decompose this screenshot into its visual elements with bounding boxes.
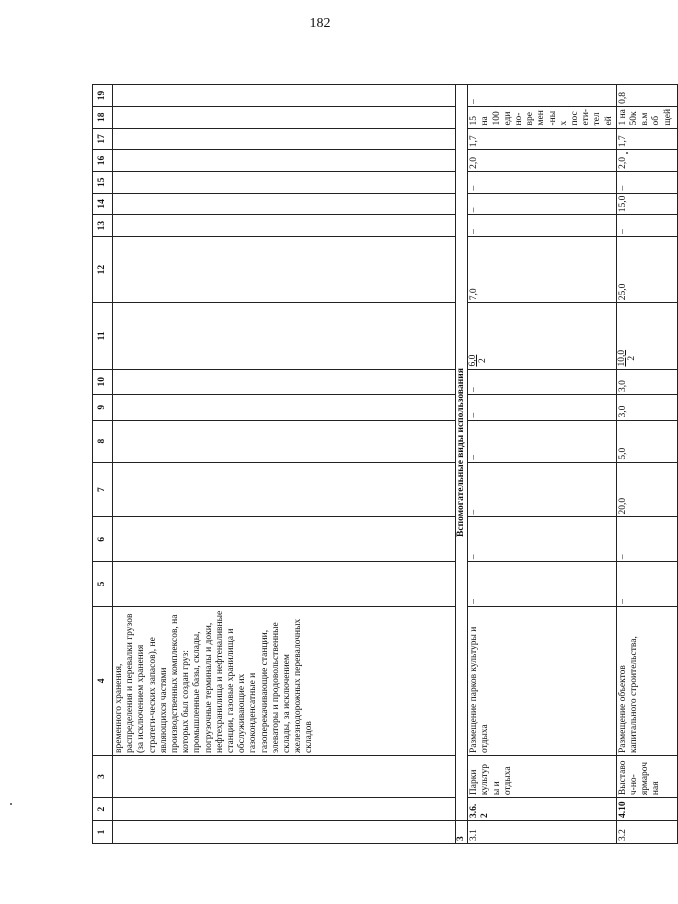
table-cell [113,193,456,215]
table-cell: 2,0 [616,150,677,172]
table-cell [113,128,456,150]
table-cell [113,369,456,395]
column-header: 6 [93,517,113,562]
column-header: 5 [93,562,113,607]
table-cell [113,171,456,193]
table-row [113,85,456,844]
table-cell [113,798,456,821]
fraction-denominator: 2 [478,358,489,363]
table-cell [113,236,456,302]
column-header: 13 [93,215,113,237]
rotated-table-wrapper [92,84,673,844]
table-cell [113,215,456,237]
row-number: 3.1 [468,821,617,844]
table-cell: – [468,85,617,107]
table-cell: 0,8 [616,85,677,107]
table-cell: 1,7 [468,128,617,150]
column-header: 11 [93,303,113,369]
table-cell: – [468,562,617,607]
use-code: 4.10 [616,798,677,821]
table-cell [113,150,456,172]
parking-norm-cell: 15 на 100 едино-времен-ных посети-телей [468,106,617,128]
table-cell: 25,0 [616,236,677,302]
table-cell [113,462,456,517]
table-cell: – [468,215,617,237]
column-header: 12 [93,236,113,302]
use-name: Парки культуры и отдыха [468,756,617,798]
table-cell: – [468,517,617,562]
fraction-cell [468,303,617,369]
table-cell [113,106,456,128]
column-header: 10 [93,369,113,395]
table-cell: 20,0 [616,462,677,517]
land-use-table [92,84,678,844]
table-row [468,85,617,844]
section-row [456,85,468,844]
column-header: 9 [93,395,113,421]
column-number-row [93,85,113,844]
table-cell [113,756,456,798]
table-cell: – [616,171,677,193]
column-header: 4 [93,606,113,755]
table-cell [113,85,456,107]
table-cell: – [468,171,617,193]
column-header: 1 [93,821,113,844]
table-cell: – [468,462,617,517]
table-cell [113,303,456,369]
table-cell [113,420,456,462]
table-row [616,85,677,844]
column-header: 7 [93,462,113,517]
table-cell: – [468,193,617,215]
purpose-description-cell: Размещение объектов капитального строительства, [616,606,677,755]
table-cell: – [468,369,617,395]
column-header: 8 [93,420,113,462]
fraction-denominator: 2 [626,355,637,361]
table-cell: 7,0 [468,236,617,302]
column-header: 18 [93,106,113,128]
column-header: 3 [93,756,113,798]
table-cell [113,395,456,421]
table-cell: – [468,395,617,421]
table-cell: – [616,562,677,607]
table-cell: 5,0 [616,420,677,462]
parking-norm-cell: 1 на 50кв.м общей [616,106,677,128]
page-number: 182 [309,16,331,31]
column-header: 14 [93,193,113,215]
purpose-description-cell: Размещение парков культуры и отдыха [468,606,617,755]
row-number: 3.2 [616,821,677,844]
purpose-description-cell: временного хранения, распределения и перевалки грузов (за исключением хранения стратеги-ческих запасов), не являющихся частями производственных комплексов, на которых был создан груз: промышленные базы, склады, погрузочные терминалы и доки, нефтехранилища и нефтеналивные станции, газовые хранилища и обслуживающие их газоконденсатные и газоперекачивающие станции, элеваторы и продовольственные склады, за исключением железнодорожных перевалочных складов [113,606,456,755]
column-header: 19 [93,85,113,107]
column-header: 15 [93,171,113,193]
section-number: 3 [456,821,468,844]
table-cell: 1,7 [616,128,677,150]
table-cell [113,562,456,607]
table-cell [113,821,456,844]
fraction-cell [616,303,677,369]
use-code: 3.6.2 [468,798,617,821]
section-title: Вспомогательные виды использования [456,85,468,821]
table-cell: 2,0 [468,150,617,172]
column-header: 17 [93,128,113,150]
fraction-numerator: 10,0 [616,349,627,367]
table-cell: 3,0 [616,369,677,395]
fraction-numerator: 6,0 [468,354,479,367]
column-header: 2 [93,798,113,821]
table-cell [113,517,456,562]
scan-speck [10,803,12,805]
table-cell: – [616,215,677,237]
table-cell: – [468,420,617,462]
table-cell: 3,0 [616,395,677,421]
table-cell: – [616,517,677,562]
column-header: 16 [93,150,113,172]
table-cell: 15,0 [616,193,677,215]
use-name: Выставоч-но-ярмарочная [616,756,677,798]
